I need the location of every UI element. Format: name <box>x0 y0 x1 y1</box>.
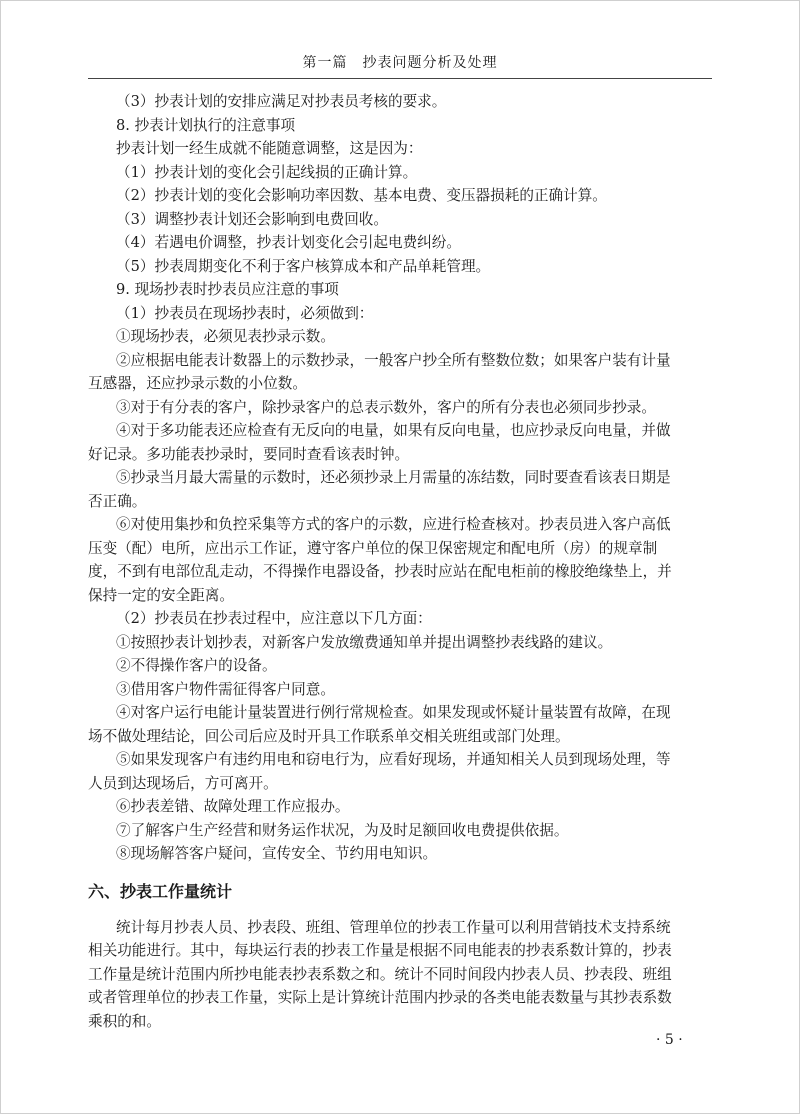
text-line: （4）若遇电价调整，抄表计划变化会引起电费纠纷。 <box>116 234 461 251</box>
text-line: ④对客户运行电能计量装置进行例行常规检查。如果发现或怀疑计量装置有故障，在现 <box>116 704 671 721</box>
text-line: 好记录。多功能表抄录时，要同时查看该表时钟。 <box>88 445 410 463</box>
text-line: 抄表计划一经生成就不能随意调整，这是因为： <box>116 140 423 157</box>
text-line: 保持一定的安全距离。 <box>88 586 234 604</box>
text-line: （1）抄表计划的变化会引起线损的正确计算。 <box>116 163 418 181</box>
text-line: （1）抄表员在现场抄表时，必须做到： <box>116 304 374 322</box>
text-line: （2）抄表员在抄表过程中，应注意以下几方面： <box>116 610 432 627</box>
text-line: 或者管理单位的抄表工作量，实际上是计算统计范围内抄录的各类电能表数量与其抄表系数 <box>88 989 672 1006</box>
text-line: （5）抄表周期变化不利于客户核算成本和产品单耗管理。 <box>116 257 491 275</box>
text-line: ①按照抄表计划抄表，对新客户发放缴费通知单并提出调整抄表线路的建议。 <box>116 633 613 651</box>
text-line: ④对于多功能表还应检查有无反向的电量，如果有反向电量，也应抄录反向电量，并做 <box>116 422 671 439</box>
header-rule <box>88 78 712 79</box>
text-line: ①现场抄表，必须见表抄录示数。 <box>116 328 335 345</box>
text-line: 统计每月抄表人员、抄表段、班组、管理单位的抄表工作量可以利用营销技术支持系统 <box>116 918 671 936</box>
text-line: 人员到达现场后，方可离开。 <box>88 774 278 792</box>
section-heading: 六、抄表工作量统计 <box>88 881 233 901</box>
text-line: 场不做处理结论，回公司后应及时开具工作联系单交相关班组或部门处理。 <box>88 727 570 745</box>
page-number: · 5 · <box>656 1032 683 1048</box>
body-text <box>88 90 716 866</box>
text-line: ⑦了解客户生产经营和财务运作状况，为及时足额回收电费提供依据。 <box>116 821 569 839</box>
text-line: （2）抄表计划的变化会影响功率因数、基本电费、变压器损耗的正确计算。 <box>116 187 607 204</box>
text-line: （3）调整抄表计划还会影响到电费回收。 <box>116 210 388 228</box>
text-line: ③借用客户物件需征得客户同意。 <box>116 680 335 698</box>
text-line: （3）抄表计划的安排应满足对抄表员考核的要求。 <box>116 93 447 110</box>
text-line: ⑤如果发现客户有违约用电和窃电行为，应看好现场，并通知相关人员到现场处理，等 <box>116 751 671 768</box>
text-line: ⑧现场解答客户疑问，宣传安全、节约用电知识。 <box>116 845 438 862</box>
text-line: 压变（配）电所，应出示工作证，遵守客户单位的保卫保密规定和配电所（房）的规章制 <box>88 539 658 557</box>
text-line: 工作量是统计范围内所抄电能表抄表系数之和。统计不同时间段内抄表人员、抄表段、班组 <box>88 965 672 983</box>
text-line: 否正确。 <box>88 492 147 510</box>
text-line: ②不得操作客户的设备。 <box>116 657 277 674</box>
text-line: ②应根据电能表计数器上的示数抄录，一般客户抄全所有整数位数；如果客户装有计量 <box>116 351 671 369</box>
page-body <box>88 90 716 1033</box>
text-line: 相关功能进行。其中，每块运行表的抄表工作量是根据不同电能表的抄表系数计算的，抄表 <box>88 942 672 959</box>
section-text <box>88 916 716 1034</box>
text-line: 互感器，还应抄录示数的小位数。 <box>88 375 307 392</box>
text-line: ⑤抄录当月最大需量的示数时，还必须抄录上月需量的冻结数，同时要查看该表日期是 <box>116 469 671 486</box>
text-line: 乘积的和。 <box>88 1012 161 1030</box>
text-line: 度，不到有电部位乱走动，不得操作电器设备，抄表时应站在配电柜前的橡胶绝缘垫上，并 <box>88 563 672 580</box>
text-line: ⑥对使用集抄和负控采集等方式的客户的示数，应进行检查核对。抄表员进入客户高低 <box>116 516 671 533</box>
text-line: ⑥抄表差错、故障处理工作应报办。 <box>116 798 350 815</box>
text-line: ③对于有分表的客户，除抄录客户的总表示数外，客户的所有分表也必须同步抄录。 <box>116 398 656 416</box>
text-line: 9. 现场抄表时抄表员应注意的事项 <box>116 281 339 298</box>
text-line: 8. 抄表计划执行的注意事项 <box>116 116 296 134</box>
running-header: 第一篇 抄表问题分析及处理 <box>302 55 498 71</box>
